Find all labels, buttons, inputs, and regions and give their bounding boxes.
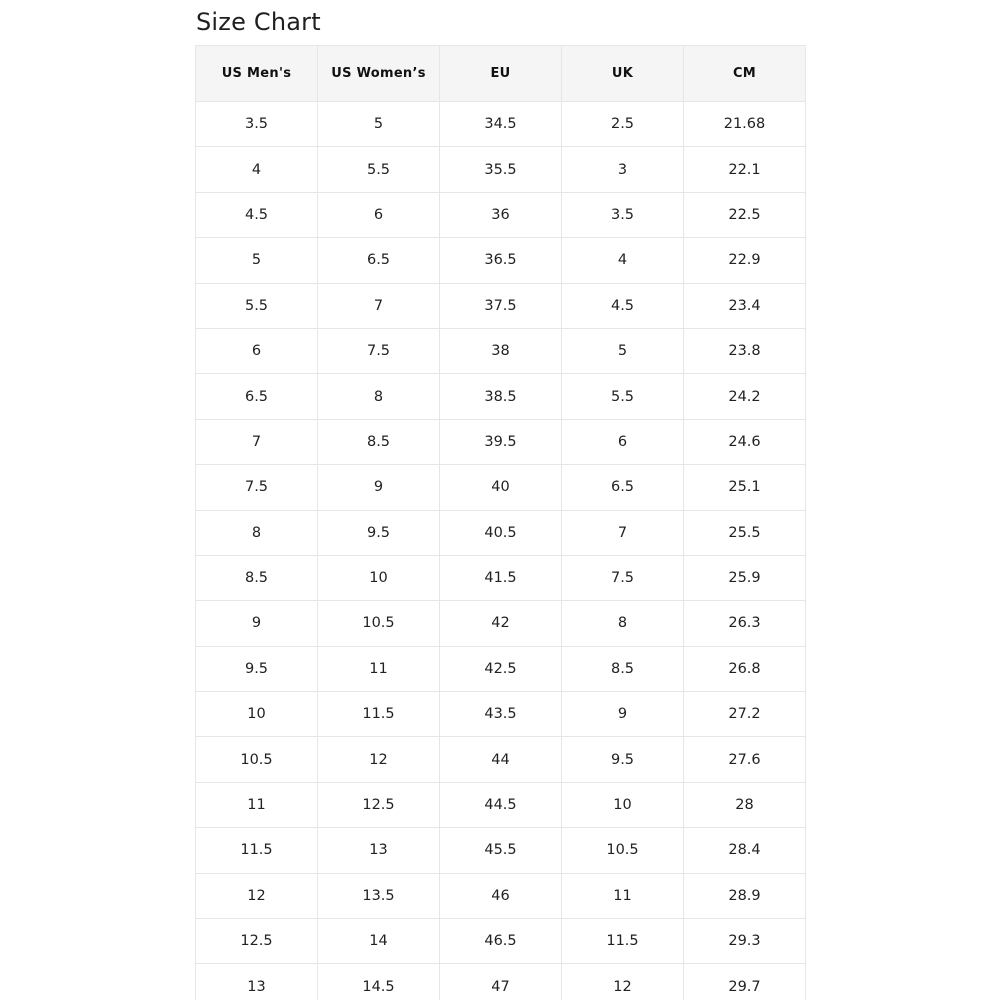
cell-us-mens: 7.5 [196,465,318,510]
cell-us-womens: 12.5 [318,782,440,827]
cell-us-womens: 6 [318,192,440,237]
cell-us-mens: 6 [196,328,318,373]
column-header-cm: CM [684,46,806,102]
cell-eu: 43.5 [440,692,562,737]
table-row [196,555,806,600]
cell-eu: 46.5 [440,919,562,964]
table-body [196,102,806,1000]
cell-cm: 21.68 [684,102,806,147]
cell-eu: 47 [440,964,562,1000]
cell-us-mens: 9 [196,601,318,646]
table-row [196,782,806,827]
cell-us-womens: 5.5 [318,147,440,192]
cell-cm: 29.3 [684,919,806,964]
cell-uk: 3 [562,147,684,192]
cell-us-mens: 8 [196,510,318,555]
cell-us-womens: 9 [318,465,440,510]
column-header-us-mens: US Men's [196,46,318,102]
cell-cm: 25.5 [684,510,806,555]
cell-eu: 35.5 [440,147,562,192]
table-row [196,283,806,328]
cell-uk: 5 [562,328,684,373]
cell-us-womens: 8.5 [318,419,440,464]
table-row [196,828,806,873]
column-header-eu: EU [440,46,562,102]
cell-cm: 24.2 [684,374,806,419]
cell-eu: 34.5 [440,102,562,147]
table-row [196,238,806,283]
cell-us-womens: 7.5 [318,328,440,373]
cell-us-mens: 4.5 [196,192,318,237]
cell-eu: 36.5 [440,238,562,283]
cell-cm: 23.4 [684,283,806,328]
cell-us-mens: 11.5 [196,828,318,873]
cell-cm: 28.9 [684,873,806,918]
table-row [196,192,806,237]
cell-uk: 6 [562,419,684,464]
cell-us-womens: 9.5 [318,510,440,555]
cell-eu: 42.5 [440,646,562,691]
cell-uk: 10.5 [562,828,684,873]
cell-us-womens: 10.5 [318,601,440,646]
cell-us-mens: 13 [196,964,318,1000]
cell-cm: 25.1 [684,465,806,510]
cell-uk: 10 [562,782,684,827]
cell-eu: 37.5 [440,283,562,328]
table-row [196,873,806,918]
table-row [196,465,806,510]
cell-us-womens: 6.5 [318,238,440,283]
table-header [196,46,806,102]
cell-us-womens: 8 [318,374,440,419]
cell-us-mens: 4 [196,147,318,192]
cell-us-mens: 10.5 [196,737,318,782]
cell-uk: 7 [562,510,684,555]
cell-uk: 6.5 [562,465,684,510]
cell-cm: 29.7 [684,964,806,1000]
table-row [196,419,806,464]
cell-uk: 7.5 [562,555,684,600]
cell-eu: 44 [440,737,562,782]
cell-eu: 39.5 [440,419,562,464]
cell-us-mens: 7 [196,419,318,464]
cell-us-womens: 7 [318,283,440,328]
table-row [196,102,806,147]
page-title: Size Chart [196,8,321,36]
cell-cm: 22.9 [684,238,806,283]
cell-cm: 27.2 [684,692,806,737]
table-row [196,374,806,419]
cell-eu: 40 [440,465,562,510]
cell-us-mens: 3.5 [196,102,318,147]
cell-us-mens: 12 [196,873,318,918]
cell-us-womens: 11.5 [318,692,440,737]
table-row [196,510,806,555]
cell-cm: 25.9 [684,555,806,600]
cell-us-womens: 14.5 [318,964,440,1000]
cell-eu: 38.5 [440,374,562,419]
cell-us-mens: 10 [196,692,318,737]
cell-cm: 26.8 [684,646,806,691]
cell-us-mens: 9.5 [196,646,318,691]
cell-cm: 22.1 [684,147,806,192]
cell-uk: 4.5 [562,283,684,328]
cell-us-mens: 6.5 [196,374,318,419]
cell-eu: 42 [440,601,562,646]
cell-us-womens: 13.5 [318,873,440,918]
table-row [196,737,806,782]
table-row [196,919,806,964]
cell-eu: 44.5 [440,782,562,827]
cell-uk: 8.5 [562,646,684,691]
cell-us-womens: 5 [318,102,440,147]
cell-us-womens: 13 [318,828,440,873]
cell-eu: 40.5 [440,510,562,555]
cell-us-mens: 5 [196,238,318,283]
cell-us-womens: 10 [318,555,440,600]
cell-uk: 8 [562,601,684,646]
cell-cm: 22.5 [684,192,806,237]
cell-us-womens: 14 [318,919,440,964]
cell-us-mens: 12.5 [196,919,318,964]
cell-us-womens: 11 [318,646,440,691]
cell-cm: 24.6 [684,419,806,464]
size-chart-table [195,45,806,1000]
cell-uk: 3.5 [562,192,684,237]
cell-us-womens: 12 [318,737,440,782]
cell-eu: 36 [440,192,562,237]
table-header-row [196,46,806,102]
table-row [196,692,806,737]
table-row [196,328,806,373]
cell-uk: 5.5 [562,374,684,419]
table-row [196,646,806,691]
cell-eu: 45.5 [440,828,562,873]
cell-uk: 11.5 [562,919,684,964]
table-row [196,601,806,646]
table-row [196,964,806,1000]
table-row [196,147,806,192]
cell-us-mens: 11 [196,782,318,827]
column-header-us-womens: US Women’s [318,46,440,102]
cell-us-mens: 5.5 [196,283,318,328]
cell-uk: 11 [562,873,684,918]
cell-eu: 38 [440,328,562,373]
column-header-uk: UK [562,46,684,102]
cell-eu: 46 [440,873,562,918]
cell-uk: 9 [562,692,684,737]
cell-cm: 26.3 [684,601,806,646]
size-chart-table-container [195,45,805,1000]
cell-cm: 28 [684,782,806,827]
cell-uk: 9.5 [562,737,684,782]
cell-uk: 12 [562,964,684,1000]
cell-cm: 23.8 [684,328,806,373]
cell-uk: 4 [562,238,684,283]
cell-uk: 2.5 [562,102,684,147]
cell-eu: 41.5 [440,555,562,600]
cell-us-mens: 8.5 [196,555,318,600]
cell-cm: 28.4 [684,828,806,873]
cell-cm: 27.6 [684,737,806,782]
